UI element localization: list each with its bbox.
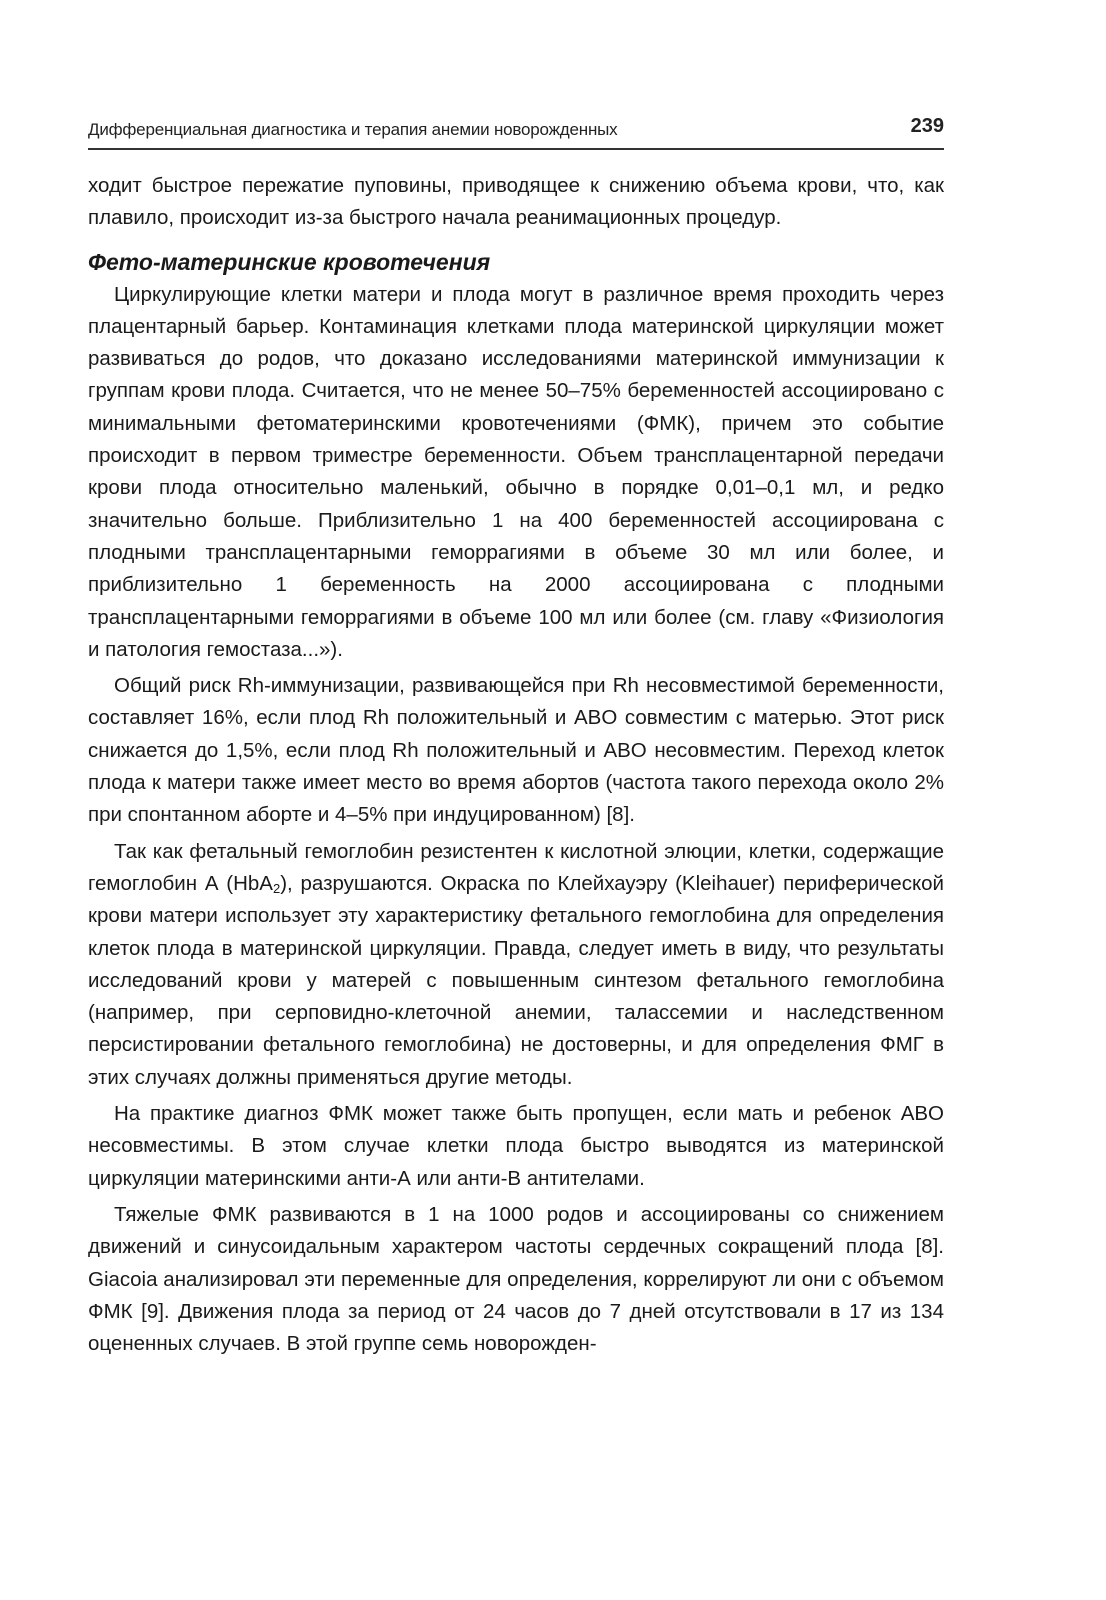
subscript-2: 2 (272, 880, 281, 896)
paragraph-1: Циркулирующие клетки матери и плода могут в различное время проходить через плацентарный барьер. Контаминация клетками плода материнской циркуляции может развиваться до родов, что доказано исследованиями материнской иммунизации к группам крови плода. Считается, что не менее 50–75% беременностей ассоциировано с минимальными фетоматеринскими кровотечениями (ФМК), причем это событие происходит в первом триместре беременности. Объем трансплацентарной передачи крови плода относительно маленький, обычно в порядке 0,01–0,1 мл, и редко значительно больше. Приблизительно 1 на 400 беременностей ассоциирована с плодными трансплацентарными геморрагиями в объеме 30 мл или более, и приблизительно 1 беременность на 2000 ассоциирована с плодными трансплацентарными геморрагиями в объеме 100 мл или более (см. главу «Физиология и патология гемостаза...»). (88, 282, 944, 661)
running-title: Дифференциальная диагностика и терапия анемии новорожденных (88, 120, 618, 139)
paragraph-2: Общий риск Rh-иммунизации, развивающейся при Rh несовместимой беременности, составляет 16%, если плод Rh положительный и ABO совместим с матерью. Этот риск снижается до 1,5%, если плод Rh положительный и ABO несовместим. Переход клеток плода к матери также имеет место во время абортов (частота такого перехода около 2% при спонтанном аборте и 4–5% при индуцированном) [8]. (88, 674, 944, 827)
page-number: 239 (910, 115, 944, 137)
header-rule (88, 148, 944, 150)
paragraph-3-part-1: Так как фетальный гемоглобин резистентен к кислотной элюции, клетки, содержащие гемоглобин А (HbA (88, 839, 944, 895)
paragraph-3 (88, 836, 944, 1094)
paragraph-4: На практике диагноз ФМК может также быть пропущен, если мать и ребенок ABO несовместимы. В этом случае клетки плода быстро выводятся из материнской циркуляции материнскими анти-А или анти-В антителами. (88, 1102, 944, 1190)
body-text (88, 170, 944, 1364)
section-heading: Фето-материнские кровотечения (88, 248, 491, 275)
running-header (88, 112, 944, 144)
continuation-paragraph: ходит быстрое пережатие пуповины, приводящее к снижению объема крови, что, как плавило, происходит из-за быстрого начала реанимационных процедур. (88, 174, 944, 230)
paragraph-3-part-2: ), разрушаются. Окраска по Клейхауэру (Kleihauer) периферической крови матери использует эту характеристику фетального гемоглобина для определения клеток плода в материнской циркуляции. Правда, следует иметь в виду, что результаты исследований крови у матерей с повышенным синтезом фетального гемоглобина (например, при серповидно-клеточной анемии, талассемии и наследственном персистировании фетального гемоглобина) не достоверны, и для определения ФМГ в этих случаях должны применяться другие методы. (88, 871, 945, 1089)
paragraph-5: Тяжелые ФМК развиваются в 1 на 1000 родов и ассоциированы со снижением движений и синусоидальным характером частоты сердечных сокращений плода [8]. Giacoia анализировал эти переменные для определения, коррелируют ли они с объемом ФМК [9]. Движения плода за период от 24 часов до 7 дней отсутствовали в 17 из 134 оцененных случаев. В этой группе семь новорожден- (88, 1202, 944, 1356)
